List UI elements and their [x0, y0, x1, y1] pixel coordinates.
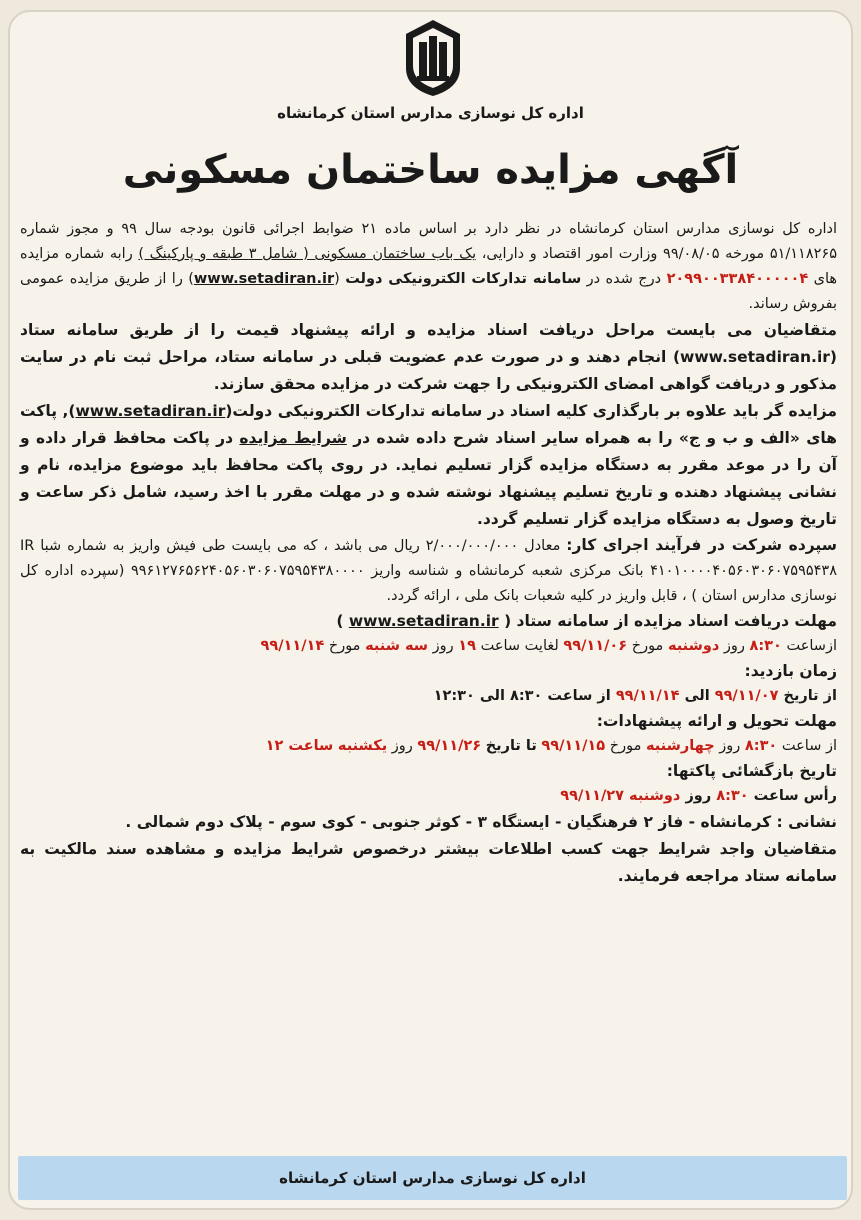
- notice-sheet: [8, 10, 853, 1210]
- organization-name: اداره کل نوسازی مدارس استان کرمانشاه: [277, 104, 584, 122]
- opening-line: رأس ساعت ۸:۳۰ روز دوشنبه ۹۹/۱۱/۲۷: [560, 788, 837, 804]
- offers-line: از ساعت ۸:۳۰ روز چهارشنبه مورخ ۹۹/۱۱/۱۵ تا تاریخ ۹۹/۱۱/۲۶ روز یکشنبه ساعت ۱۲: [265, 738, 837, 754]
- offers-heading: مهلت تحویل و ارائه پیشنهادات:: [596, 712, 837, 730]
- document-deadline-heading: مهلت دریافت اسناد مزایده از سامانه ستاد ( www.setadiran.ir ): [336, 612, 837, 630]
- sheba-number: IR ۴۱۰۱۰۰۰۰۴۰۵۶۰۳۰۶۰۷۵۹۵۴۳۸: [20, 538, 838, 579]
- school-building-emblem-icon: [402, 18, 464, 98]
- page-title: آگهی مزایده ساختمان مسکونی: [122, 147, 739, 193]
- document-deadline-line: ازساعت ۸:۳۰ روز دوشنبه مورخ ۹۹/۱۱/۰۶ لغایت ساعت ۱۹ روز سه شنبه مورخ ۹۹/۱۱/۱۴: [260, 638, 837, 654]
- auction-number: ۲۰۹۹۰۰۳۳۸۴۰۰۰۰۰۴: [666, 271, 809, 287]
- registration-paragraph: متقاضیان می بایست مراحل دریافت اسناد مزایده و ارائه پیشنهاد قیمت را از طریق سامانه ستاد (www.setadiran.ir) انجام دهند و در صورت عدم عضویت قبلی در سامانه ستاد، مراحل ثبت نام در سایت مذکور و دریافت گواهی امضای الکترونیکی را جهت شرکت در مزایده محقق سازند.: [20, 321, 837, 393]
- setadiran-link[interactable]: www.setadiran.ir: [680, 348, 830, 366]
- closing-line: متقاضیان واجد شرایط جهت کسب اطلاعات بیشتر درخصوص شرایط مزایده و مشاهده سند مالکیت به سامانه ستاد مراجعه فرمایند.: [20, 840, 837, 885]
- deposit-paragraph: سپرده شرکت در فرآیند اجرای کار: معادل ۲/۰۰۰/۰۰۰/۰۰۰ ریال می باشد ، که می بایست طی فیش واریز به شماره شبا IR ۴۱۰۱۰۰۰۰۴۰۵۶۰۳۰۶۰۷۵۹۵۴۳۸ بانک مرکزی شعبه کرمانشاه و شناسه واریز ۹۹۶۱۲۷۶۵۶۲۴۰۵۶۰۳۰۶۰۷۵۹۵۴۳۸۰۰۰۰ (سپرده اداره کل نوسازی مدارس استان ) ، قابل واریز در کلیه شعبات بانک ملی ، ارائه گردد.: [20, 536, 838, 604]
- visit-line: از تاریخ ۹۹/۱۱/۰۷ الی ۹۹/۱۱/۱۴ از ساعت ۸:۳۰ الی ۱۲:۳۰: [433, 688, 837, 704]
- opening-heading: تاریخ بازگشائی پاکتها:: [666, 762, 837, 780]
- address-line: نشانی : کرمانشاه - فاز ۲ فرهنگیان - ایستگاه ۳ - کوثر جنوبی - کوی سوم - پلاک دوم شمالی .: [125, 813, 837, 831]
- notice-body: [20, 217, 837, 890]
- envelope-paragraph: مزایده گر باید علاوه بر بارگذاری کلیه اسناد در سامانه تدارکات الکترونیکی دولت(www.setadiran.ir), پاکت های «الف و ب و ج» را به همراه سایر اسناد شرح داده شده در شرایط مزایده در پاکت محافظ قرار داده و آن را در موعد مقرر به دستگاه مزایده گزار تسلیم نماید. در روی پاکت محافظ باید موضوع مزایده، نام و نشانی پیشنهاد دهنده و تاریخ تسلیم پیشنهاد نوشته شده و در مهلت مقرر با اخذ رسید، شامل ذکر ساعت و تاریخ وصول به دستگاه مزایده گزار تسلیم گردد.: [20, 402, 837, 528]
- intro-paragraph: اداره کل نوسازی مدارس استان کرمانشاه در نظر دارد بر اساس ماده ۲۱ ضوابط اجرائی قانون بودجه سال ۹۹ و مجوز شماره ۵۱/۱۱۸۲۶۵ مورخه ۹۹/۰۸/۰۵ وزارت امور اقتصاد و دارایی، یک باب ساختمان مسکونی ( شامل ۳ طبقه و پارکینگ ) رابه شماره مزایده های ۲۰۹۹۰۰۳۳۸۴۰۰۰۰۰۴ درج شده در سامانه تدارکات الکترونیکی دولت (www.setadiran.ir) را از طریق مزایده عمومی بفروش رساند.: [20, 221, 838, 312]
- visit-heading: زمان بازدید:: [744, 662, 837, 680]
- setadiran-link[interactable]: www.setadiran.ir: [75, 402, 226, 420]
- setadiran-link[interactable]: www.setadiran.ir: [348, 612, 499, 630]
- setadiran-link[interactable]: www.setadiran.ir: [193, 271, 335, 287]
- footer-band: اداره کل نوسازی مدارس استان کرمانشاه: [18, 1156, 847, 1200]
